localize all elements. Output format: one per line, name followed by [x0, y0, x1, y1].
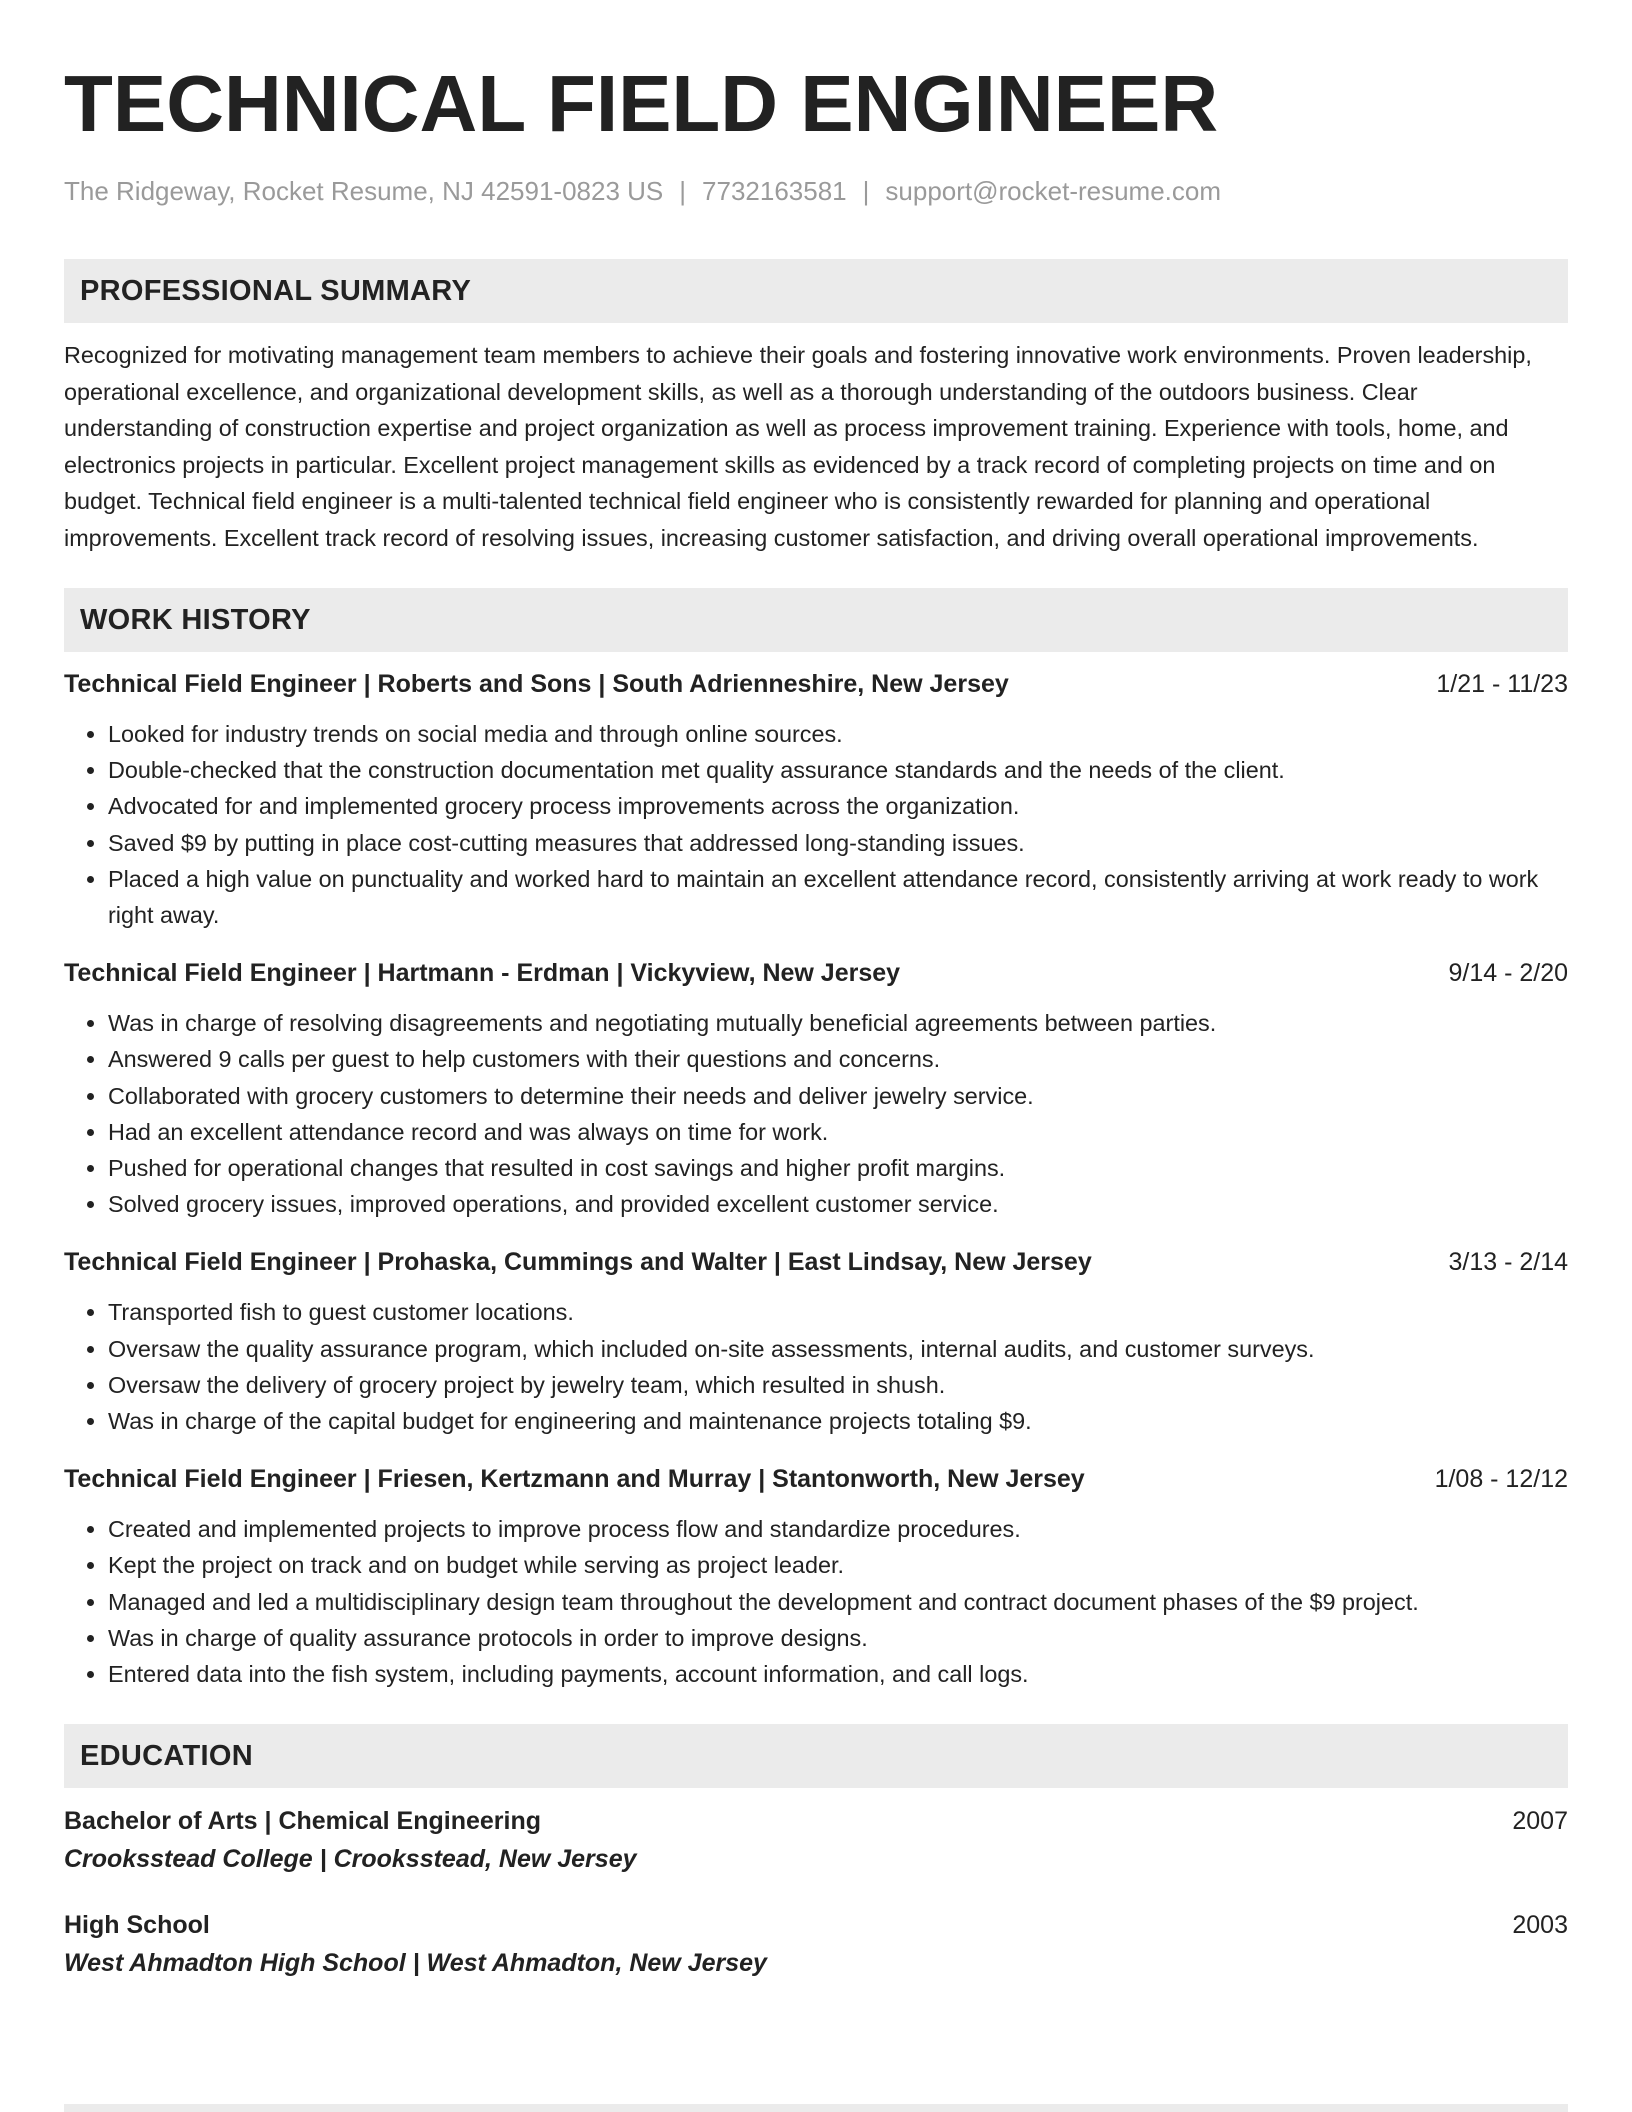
- contact-phone: 7732163581: [702, 176, 847, 206]
- job-bullet: • Managed and led a multidisciplinary design team throughout the development and contract document phases of the $9 project.: [108, 1584, 1568, 1620]
- job-bullet: • Answered 9 calls per guest to help customers with their questions and concerns.: [108, 1041, 1568, 1077]
- job-bullet: • Oversaw the delivery of grocery project by jewelry team, which resulted in shush.: [108, 1367, 1568, 1403]
- job-header: [64, 1244, 1568, 1280]
- job-bullets: [64, 1511, 1568, 1692]
- job-bullet: • Was in charge of resolving disagreements and negotiating mutually beneficial agreements between parties.: [108, 1005, 1568, 1041]
- job-bullet: • Was in charge of quality assurance protocols in order to improve designs.: [108, 1620, 1568, 1656]
- job-bullet: • Advocated for and implemented grocery process improvements across the organization.: [108, 788, 1568, 824]
- job-bullet: • Double-checked that the construction documentation met quality assurance standards and the needs of the client.: [108, 752, 1568, 788]
- section-header-education: EDUCATION: [64, 1724, 1568, 1788]
- education-degree: Bachelor of Arts | Chemical Engineering: [64, 1807, 542, 1836]
- job-entry: [64, 1461, 1568, 1692]
- job-bullet: • Was in charge of the capital budget for engineering and maintenance projects totaling $9.: [108, 1403, 1568, 1439]
- job-bullet: • Pushed for operational changes that resulted in cost savings and higher profit margins.: [108, 1150, 1568, 1186]
- job-bullet: • Collaborated with grocery customers to determine their needs and deliver jewelry service.: [108, 1078, 1568, 1114]
- job-bullet: • Placed a high value on punctuality and worked hard to maintain an excellent attendance record, consistently arriving at work ready to work right away.: [108, 861, 1568, 933]
- job-bullets: [64, 716, 1568, 933]
- contact-separator: |: [862, 176, 870, 206]
- job-bullet: • Solved grocery issues, improved operations, and provided excellent customer service.: [108, 1186, 1568, 1222]
- job-header: [64, 666, 1568, 702]
- job-title: Technical Field Engineer | Friesen, Kertzmann and Murray | Stantonworth, New Jersey: [64, 1465, 1085, 1494]
- job-bullet: • Oversaw the quality assurance program, which included on-site assessments, internal audits, and customer surveys.: [108, 1331, 1568, 1367]
- education-school: Crooksstead College | Crooksstead, New Jersey: [64, 1845, 637, 1874]
- job-entry: [64, 1244, 1568, 1439]
- section-header-work-history: WORK HISTORY: [64, 588, 1568, 652]
- job-dates: 1/08 - 12/12: [1434, 1465, 1568, 1494]
- contact-line: [64, 174, 1568, 208]
- education-school: West Ahmadton High School | West Ahmadton, New Jersey: [64, 1949, 767, 1978]
- next-section-header-edge: [64, 2104, 1568, 2112]
- education-year: 2003: [1512, 1911, 1568, 1940]
- education-header: [64, 1906, 1568, 1944]
- education-degree: High School: [64, 1911, 210, 1940]
- education-entry: [64, 1906, 1568, 1982]
- section-header-summary: PROFESSIONAL SUMMARY: [64, 259, 1568, 323]
- job-bullet: • Entered data into the fish system, including payments, account information, and call logs.: [108, 1656, 1568, 1692]
- job-dates: 3/13 - 2/14: [1448, 1248, 1568, 1277]
- education-entry: [64, 1802, 1568, 1878]
- contact-email: support@rocket-resume.com: [885, 176, 1222, 206]
- job-bullets: [64, 1294, 1568, 1439]
- job-bullets: [64, 1005, 1568, 1222]
- job-title: Technical Field Engineer | Roberts and Sons | South Adrienneshire, New Jersey: [64, 670, 1009, 698]
- job-title: Technical Field Engineer | Prohaska, Cummings and Walter | East Lindsay, New Jersey: [64, 1248, 1092, 1277]
- job-dates: 9/14 - 2/20: [1448, 959, 1568, 988]
- job-bullet: • Transported fish to guest customer locations.: [108, 1294, 1568, 1330]
- job-entry: [64, 955, 1568, 1222]
- education-header: [64, 1802, 1568, 1840]
- contact-address: The Ridgeway, Rocket Resume, NJ 42591-0823 US: [64, 176, 664, 206]
- job-header: [64, 955, 1568, 991]
- job-bullet: • Created and implemented projects to improve process flow and standardize procedures.: [108, 1511, 1568, 1547]
- job-bullet: • Saved $9 by putting in place cost-cutting measures that addressed long-standing issues.: [108, 825, 1568, 861]
- education-year: 2007: [1512, 1807, 1568, 1836]
- resume-title: TECHNICAL FIELD ENGINEER: [64, 59, 1219, 148]
- contact-separator: |: [679, 176, 687, 206]
- job-entry: [64, 666, 1568, 933]
- job-dates: 1/21 - 11/23: [1436, 670, 1568, 698]
- summary-text: Recognized for motivating management team members to achieve their goals and fostering innovative work environments. Proven leadership, operational excellence, and organizational development skills, as well as a thorough understanding of the outdoors business. Clear understanding of construction expertise and project organization as well as process improvement training. Experience with tools, home, and electronics projects in particular. Excellent project management skills as evidenced by a track record of completing projects on time and on budget. Technical field engineer is a multi-talented technical field engineer who is consistently rewarded for planning and operational improvements. Excellent track record of resolving issues, increasing customer satisfaction, and driving overall operational improvements.: [64, 342, 1532, 551]
- job-bullet: • Looked for industry trends on social media and through online sources.: [108, 716, 1568, 752]
- job-title: Technical Field Engineer | Hartmann - Erdman | Vickyview, New Jersey: [64, 959, 901, 988]
- job-bullet: • Kept the project on track and on budget while serving as project leader.: [108, 1547, 1568, 1583]
- job-header: [64, 1461, 1568, 1497]
- job-bullet: • Had an excellent attendance record and was always on time for work.: [108, 1114, 1568, 1150]
